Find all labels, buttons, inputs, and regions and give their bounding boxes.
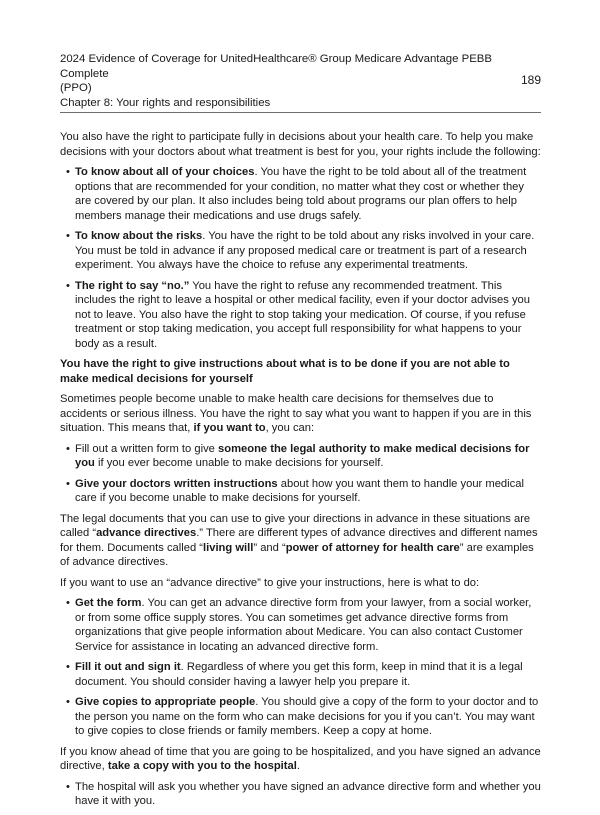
page-header bbox=[60, 52, 541, 110]
rights-list bbox=[60, 165, 541, 351]
can-list bbox=[60, 442, 541, 506]
list-item: • Fill out a written form to give someone the legal authority to make medical decisions for you if you ever become unable to make decisions for yourself. bbox=[60, 442, 541, 471]
header-divider bbox=[60, 112, 541, 113]
page-content bbox=[60, 130, 541, 809]
list-item: • Give your doctors written instructions about how you want them to handle your medical care if you become unable to make decisions for yourself. bbox=[60, 477, 541, 506]
list-item: • To know about the risks. You have the right to be told about any risks involved in your care. You must be told in advance if any proposed medical care or treatment is part of a research experiment. You always have the choice to refuse any experimental treatments. bbox=[60, 229, 541, 273]
intro-paragraph: You also have the right to participate fully in decisions about your health care. To help you make decisions with your doctors about what treatment is best for you, your rights include the following: bbox=[60, 131, 541, 158]
header-title-line2: (PPO) bbox=[60, 82, 92, 94]
list-item: • Get the form. You can get an advance directive form from your lawyer, from a social worker, or from some office supply stores. You can sometimes get advance directive forms from organizations that give people information about Medicare. You can also contact Customer Service for assistance in locating an advanced directive form. bbox=[60, 596, 541, 654]
section-heading: You have the right to give instructions about what is to be done if you are not able to make medical decisions for yourself bbox=[60, 358, 510, 385]
page-number: 189 bbox=[520, 73, 541, 87]
hospital-paragraph: If you know ahead of time that you are going to be hospitalized, and you have signed an advance directive, take a copy with you to the hospital. bbox=[60, 745, 541, 772]
hospital-list bbox=[60, 780, 541, 809]
header-title-line1: 2024 Evidence of Coverage for UnitedHealthcare® Group Medicare Advantage PEBB Complete bbox=[60, 53, 492, 80]
header-chapter: Chapter 8: Your rights and responsibilities bbox=[60, 96, 271, 109]
list-item: • Fill it out and sign it. Regardless of where you get this form, keep in mind that it is a legal document. You should consider having a lawyer help you prepare it. bbox=[60, 660, 541, 689]
list-item: • To know about all of your choices. You have the right to be told about all of the treatment options that are recommended for your condition, no matter what they cost or whether they are covered by our plan. It also includes being told about programs our plan offers to help members manage their medications and use drugs safely. bbox=[60, 165, 541, 223]
legal-documents-paragraph: The legal documents that you can use to give your directions in advance in these situations are called “advance directives.” There are different types of advance directives and different names for them. Documents called “living will” and “power of attorney for health care” are examples of advance directives. bbox=[60, 512, 538, 568]
list-item: • Give copies to appropriate people. You should give a copy of the form to your doctor and to the person you name on the form who can make decisions for you if you can’t. You may want to give copies to close friends or family members. Keep a copy at home. bbox=[60, 695, 541, 739]
section-paragraph: Sometimes people become unable to make health care decisions for themselves due to accidents or serious illness. You have the right to say what you want to happen if you are in this situation. This means that, if you want to, you can: bbox=[60, 393, 532, 434]
steps-list bbox=[60, 596, 541, 739]
steps-intro-paragraph: If you want to use an “advance directive” to give your instructions, here is what to do: bbox=[60, 576, 480, 589]
document-page bbox=[60, 52, 541, 815]
list-item: • The right to say “no.” You have the right to refuse any recommended treatment. This includes the right to leave a hospital or other medical facility, even if your doctor advises you not to leave. You also have the right to stop taking your medication. Of course, if you refuse treatment or stop taking medication, you accept full responsibility for what happens to your body as a result. bbox=[60, 279, 541, 352]
list-item: • The hospital will ask you whether you have signed an advance directive form and whether you have it with you. bbox=[60, 780, 541, 809]
